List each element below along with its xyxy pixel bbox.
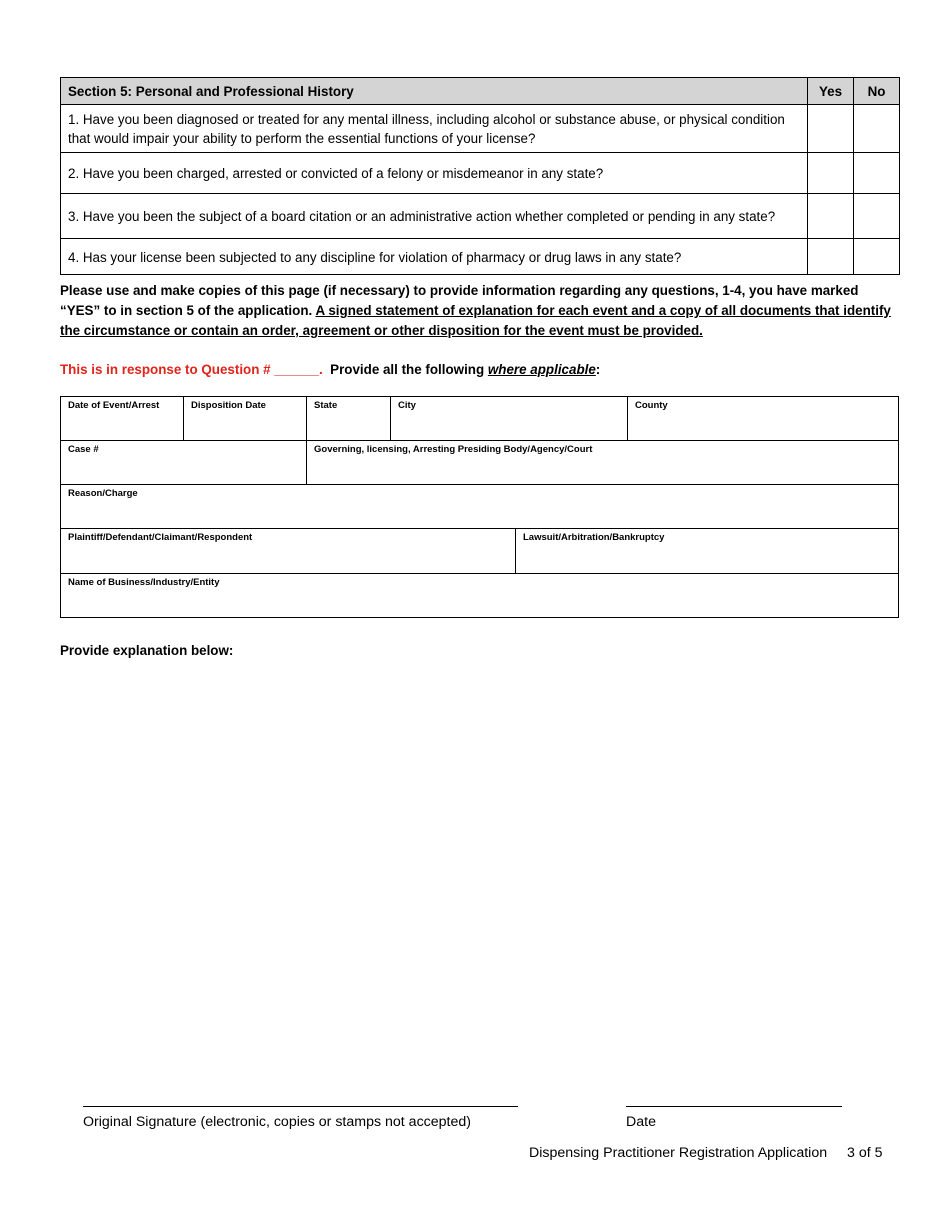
signature-label: Original Signature (electronic, copies or stamps not accepted) (83, 1114, 471, 1130)
response-instruction: Provide all the following (322, 362, 488, 377)
parties-label: Plaintiff/Defendant/Claimant/Respondent (68, 532, 253, 543)
response-where-applicable: where applicable (487, 362, 596, 377)
governing-body-field[interactable] (306, 441, 898, 484)
city-label: City (398, 400, 416, 411)
question-3-no-box[interactable] (854, 194, 900, 239)
response-question-number: This is in response to Question # ______. (60, 362, 323, 377)
question-row-4 (61, 239, 900, 275)
response-line (60, 362, 600, 377)
instructions-underlined-text: A signed statement of explanation for each event and a copy of all documents that identify the circumstance or contain an order, agreement or other disposition for the event must be provided. (60, 303, 891, 338)
grid-row-2 (61, 441, 898, 485)
question-3-yes-box[interactable] (808, 194, 854, 239)
grid-row-3 (61, 485, 898, 529)
parties-field[interactable] (61, 529, 515, 573)
explanation-heading: Provide explanation below: (60, 643, 234, 658)
footer-form-name: Dispensing Practitioner Registration Application (529, 1145, 828, 1161)
governing-body-label: Governing, licensing, Arresting Presiding Body/Agency/Court (314, 444, 593, 455)
disposition-date-label: Disposition Date (191, 400, 266, 411)
question-2-text: 2. Have you been charged, arrested or convicted of a felony or misdemeanor in any state? (61, 153, 808, 194)
county-label: County (635, 400, 668, 411)
explanation-area[interactable] (60, 668, 899, 1088)
question-row-3 (61, 194, 900, 239)
question-2-yes-box[interactable] (808, 153, 854, 194)
case-number-field[interactable] (61, 441, 306, 484)
lawsuit-label: Lawsuit/Arbitration/Bankruptcy (523, 532, 665, 543)
section5-table (60, 77, 900, 275)
question-row-2 (61, 153, 900, 194)
business-name-label: Name of Business/Industry/Entity (68, 577, 220, 588)
yes-column-header: Yes (808, 78, 854, 105)
section5-header-row (61, 78, 900, 105)
grid-row-1 (61, 397, 898, 441)
state-label: State (314, 400, 338, 411)
lawsuit-field[interactable] (515, 529, 898, 573)
question-1-text: 1. Have you been diagnosed or treated for any mental illness, including alcohol or substance abuse, or physical condition that would impair your ability to perform the essential functions of your license? (61, 105, 808, 153)
grid-row-4 (61, 529, 898, 574)
question-3-text: 3. Have you been the subject of a board citation or an administrative action whether completed or pending in any state? (61, 194, 808, 239)
footer-page-number: 3 of 5 (847, 1145, 883, 1161)
county-field[interactable] (627, 397, 898, 440)
event-details-grid (60, 396, 899, 618)
response-colon: : (595, 362, 601, 377)
section5-title: Section 5: Personal and Professional History (61, 78, 808, 105)
date-label: Date (626, 1114, 656, 1130)
business-name-field[interactable] (61, 574, 898, 619)
instructions-paragraph (60, 281, 900, 341)
case-number-label: Case # (68, 444, 99, 455)
reason-charge-label: Reason/Charge (68, 488, 138, 499)
date-of-event-label: Date of Event/Arrest (68, 400, 160, 411)
question-1-yes-box[interactable] (808, 105, 854, 153)
reason-charge-field[interactable] (61, 485, 898, 528)
no-column-header: No (854, 78, 900, 105)
disposition-date-field[interactable] (183, 397, 306, 440)
signature-line[interactable] (83, 1106, 518, 1107)
date-of-event-field[interactable] (61, 397, 183, 440)
state-field[interactable] (306, 397, 390, 440)
date-line[interactable] (626, 1106, 842, 1107)
question-4-no-box[interactable] (854, 239, 900, 275)
question-1-no-box[interactable] (854, 105, 900, 153)
question-4-text: 4. Has your license been subjected to any discipline for violation of pharmacy or drug laws in any state? (61, 239, 808, 275)
grid-row-5 (61, 574, 898, 619)
question-2-no-box[interactable] (854, 153, 900, 194)
city-field[interactable] (390, 397, 627, 440)
question-row-1 (61, 105, 900, 153)
instructions-text: Please use and make copies of this page (if necessary) to provide information regarding any questions, 1-4, you have marked “YES” to in section 5 of the application. (60, 283, 859, 318)
question-4-yes-box[interactable] (808, 239, 854, 275)
